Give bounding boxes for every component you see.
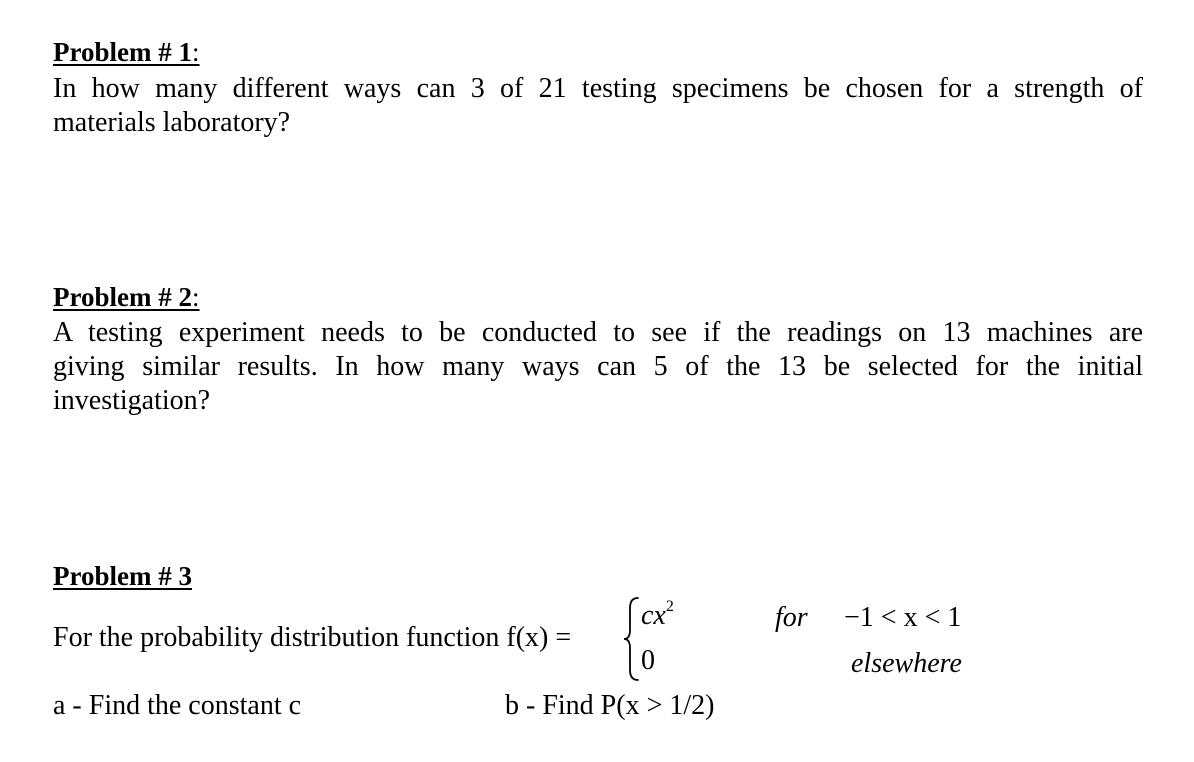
case-1-condition: −1 < x < 1: [844, 602, 962, 633]
part-a-text: a - Find the constant c: [53, 690, 302, 721]
case-1-expression-base: cx: [641, 600, 666, 631]
problem-1-heading: [53, 37, 200, 68]
problem-2-line-2: giving similar results. In how many ways can 5 of the 13 be selected for the initial: [53, 351, 1143, 382]
problem-1-line-1: In how many different ways can 3 of 21 testing specimens be chosen for a strength of: [53, 73, 1143, 104]
case-2-condition: elsewhere: [851, 648, 962, 679]
problem-2-line-1: A testing experiment needs to be conducted to see if the readings on 13 machines are: [53, 317, 1143, 348]
part-b-text: b - Find P(x > 1/2): [505, 690, 715, 721]
problem-3-heading-text: Problem # 3: [53, 561, 192, 591]
problem-1-heading-text: Problem # 1: [53, 37, 192, 67]
problem-3-heading: [53, 561, 192, 592]
case-1-exponent: 2: [665, 597, 674, 615]
problem-1-line-2: materials laboratory?: [53, 107, 291, 138]
case-1-expression: [641, 597, 674, 632]
problem-3-intro: For the probability distribution function f(x) =: [53, 622, 572, 653]
problem-1-heading-colon: :: [191, 37, 200, 67]
problem-1-text: [53, 72, 1143, 140]
problem-2-heading-text: Problem # 2: [53, 282, 192, 312]
problem-2-heading-colon: :: [191, 282, 200, 312]
case-1-for-label: for: [775, 602, 808, 633]
case-2-expression: 0: [641, 645, 655, 676]
problem-2-line-3: investigation?: [53, 385, 211, 416]
piecewise-brace-icon: [622, 596, 640, 682]
problem-2-text: [53, 316, 1143, 418]
problem-2-heading: [53, 282, 200, 313]
